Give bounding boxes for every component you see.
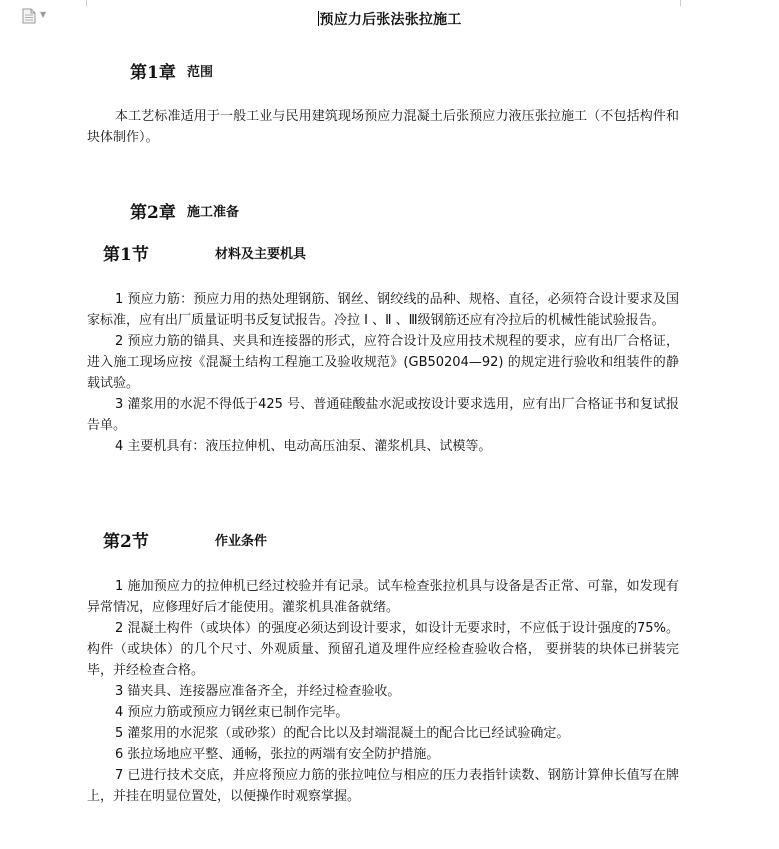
chevron-down-icon[interactable]: ▼ bbox=[40, 10, 47, 19]
list-item: 2 混凝土构件（或块体）的强度必须达到设计要求，如设计无要求时，不应低于设计强度的75%。构件（或块体）的几个尺寸、外观质量、预留孔道及埋件应经检查验收合格， 要拼装的块体已拼装完毕，并经检查合格。 bbox=[87, 621, 679, 678]
section-2-title: 作业条件 bbox=[215, 534, 268, 549]
chapter-1-paragraph: 本工艺标准适用于一般工业与民用建筑现场预应力混凝土后张预应力液压张拉施工（不包括构件和块体制作）。 bbox=[87, 109, 679, 145]
document-title[interactable]: 预应力后张法张拉施工 bbox=[319, 12, 462, 28]
chapter-2-title: 施工准备 bbox=[187, 205, 240, 220]
section-1-list bbox=[87, 289, 679, 457]
chapter-2-number: 第2章 bbox=[130, 203, 176, 223]
section-1-title: 材料及主要机具 bbox=[215, 247, 307, 262]
list-item: 5 灌浆用的水泥浆（或砂浆）的配合比以及封端混凝土的配合比已经试验确定。 bbox=[115, 726, 570, 741]
margin-mark-left bbox=[86, 0, 87, 6]
margin-mark-right bbox=[680, 0, 681, 6]
list-item: 3 锚夹具、连接器应准备齐全，并经过检查验收。 bbox=[115, 684, 401, 699]
list-item: 6 张拉场地应平整、通畅，张拉的两端有安全防护措施。 bbox=[115, 747, 440, 762]
list-item: 1 预应力筋：预应力用的热处理钢筋、钢丝、钢绞线的品种、规格、直径，必须符合设计要求及国家标准，应有出厂质量证明书反复试报告。冷拉 Ⅰ 、Ⅱ 、Ⅲ级钢筋还应有冷拉后的机械性能试验报告。 bbox=[87, 292, 679, 328]
section-2-list bbox=[87, 576, 679, 807]
text-cursor bbox=[318, 11, 319, 26]
chapter-1-title: 范围 bbox=[187, 65, 214, 80]
list-item: 4 主要机具有：液压拉伸机、电动高压油泵、灌浆机具、试模等。 bbox=[115, 439, 492, 454]
section-1-number: 第1节 bbox=[103, 245, 149, 265]
section-2-number: 第2节 bbox=[103, 532, 149, 552]
list-item: 4 预应力筋或预应力钢丝束已制作完毕。 bbox=[115, 705, 349, 720]
list-item: 3 灌浆用的水泥不得低于425 号、普通硅酸盐水泥或按设计要求选用，应有出厂合格证书和复试报告单。 bbox=[87, 397, 679, 433]
list-item: 1 施加预应力的拉伸机已经过校验并有记录。试车检查张拉机具与设备是否正常、可靠，如发现有异常情况，应修理好后才能使用。灌浆机具准备就绪。 bbox=[87, 579, 679, 615]
list-item: 7 已进行技术交底，并应将预应力筋的张拉吨位与相应的压力表指针读数、钢筋计算伸长值写在牌上，并挂在明显位置处，以便操作时观察掌握。 bbox=[87, 768, 679, 804]
chapter-1-number: 第1章 bbox=[130, 63, 176, 83]
list-item: 2 预应力筋的锚具、夹具和连接器的形式，应符合设计及应用技术规程的要求，应有出厂合格证，进入施工现场应按《混凝土结构工程施工及验收规范》(GB50204—92) 的规定进行验收和组装件的静载试验。 bbox=[87, 334, 679, 391]
